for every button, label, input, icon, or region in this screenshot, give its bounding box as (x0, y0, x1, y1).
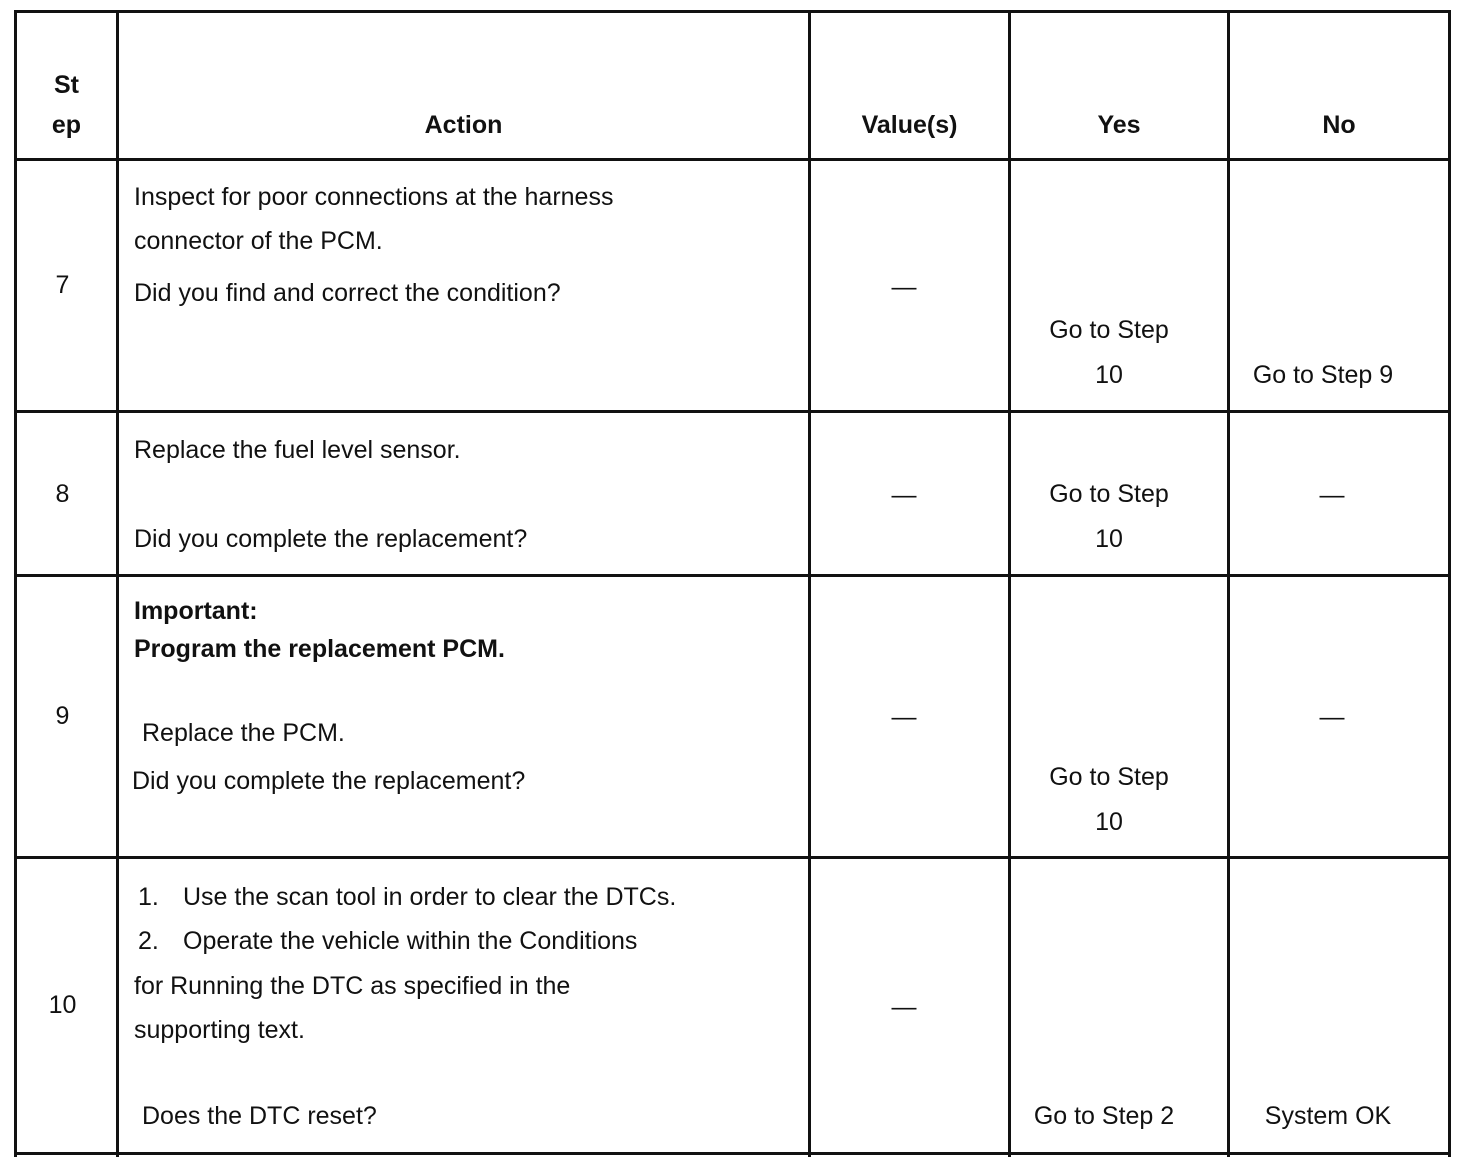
value-cell: — (891, 273, 917, 301)
action-text: connector of the PCM. (134, 227, 383, 255)
yes-cell: Go to Step (1049, 316, 1169, 344)
important-note: Program the replacement PCM. (134, 635, 505, 663)
table-border-top (14, 10, 1451, 13)
table-border-bottom (14, 1152, 1451, 1155)
action-question: Did you complete the replacement? (134, 525, 528, 553)
yes-cell: Go to Step 2 (1033, 1102, 1175, 1130)
list-number: 1. (138, 883, 159, 911)
action-question: Does the DTC reset? (142, 1102, 377, 1130)
yes-cell: 10 (1095, 361, 1123, 389)
action-text: Replace the PCM. (142, 719, 345, 747)
column-divider (116, 10, 119, 1157)
action-text: supporting text. (134, 1016, 305, 1044)
column-divider (808, 10, 811, 1157)
row-divider (14, 158, 1451, 161)
action-question: Did you find and correct the condition? (134, 279, 561, 307)
yes-cell: Go to Step (1049, 763, 1169, 791)
step-number: 10 (48, 991, 77, 1019)
value-cell: — (891, 481, 917, 509)
yes-cell: 10 (1095, 808, 1123, 836)
yes-cell: 10 (1095, 525, 1123, 553)
value-cell: — (891, 703, 917, 731)
list-item-text: Use the scan tool in order to clear the DTCs. (183, 883, 677, 911)
table-border-right (1448, 10, 1451, 1157)
header-values: Value(s) (861, 111, 958, 139)
diagnostic-table (14, 10, 1451, 1157)
step-number: 7 (55, 271, 70, 299)
no-cell: — (1319, 703, 1345, 731)
no-cell: — (1319, 481, 1345, 509)
action-text: Replace the fuel level sensor. (134, 436, 461, 464)
list-number: 2. (138, 927, 159, 955)
action-text: for Running the DTC as specified in the (134, 972, 571, 1000)
no-cell: System OK (1264, 1102, 1392, 1130)
row-divider (14, 856, 1451, 859)
header-action: Action (424, 111, 503, 139)
header-step-line2: ep (51, 111, 82, 139)
action-question: Did you complete the replacement? (132, 767, 526, 795)
column-divider (1008, 10, 1011, 1157)
important-label: Important: (134, 597, 258, 625)
step-number: 9 (55, 702, 70, 730)
step-number: 8 (55, 480, 70, 508)
row-divider (14, 410, 1451, 413)
header-step-line1: St (54, 71, 79, 99)
list-item-text: Operate the vehicle within the Conditions (183, 927, 638, 955)
header-yes: Yes (1097, 111, 1141, 139)
action-text: Inspect for poor connections at the harness (134, 183, 614, 211)
column-divider (1227, 10, 1230, 1157)
header-no: No (1322, 111, 1356, 139)
no-cell: Go to Step 9 (1252, 361, 1394, 389)
yes-cell: Go to Step (1049, 480, 1169, 508)
value-cell: — (891, 993, 917, 1021)
table-border-left (14, 10, 17, 1157)
row-divider (14, 574, 1451, 577)
